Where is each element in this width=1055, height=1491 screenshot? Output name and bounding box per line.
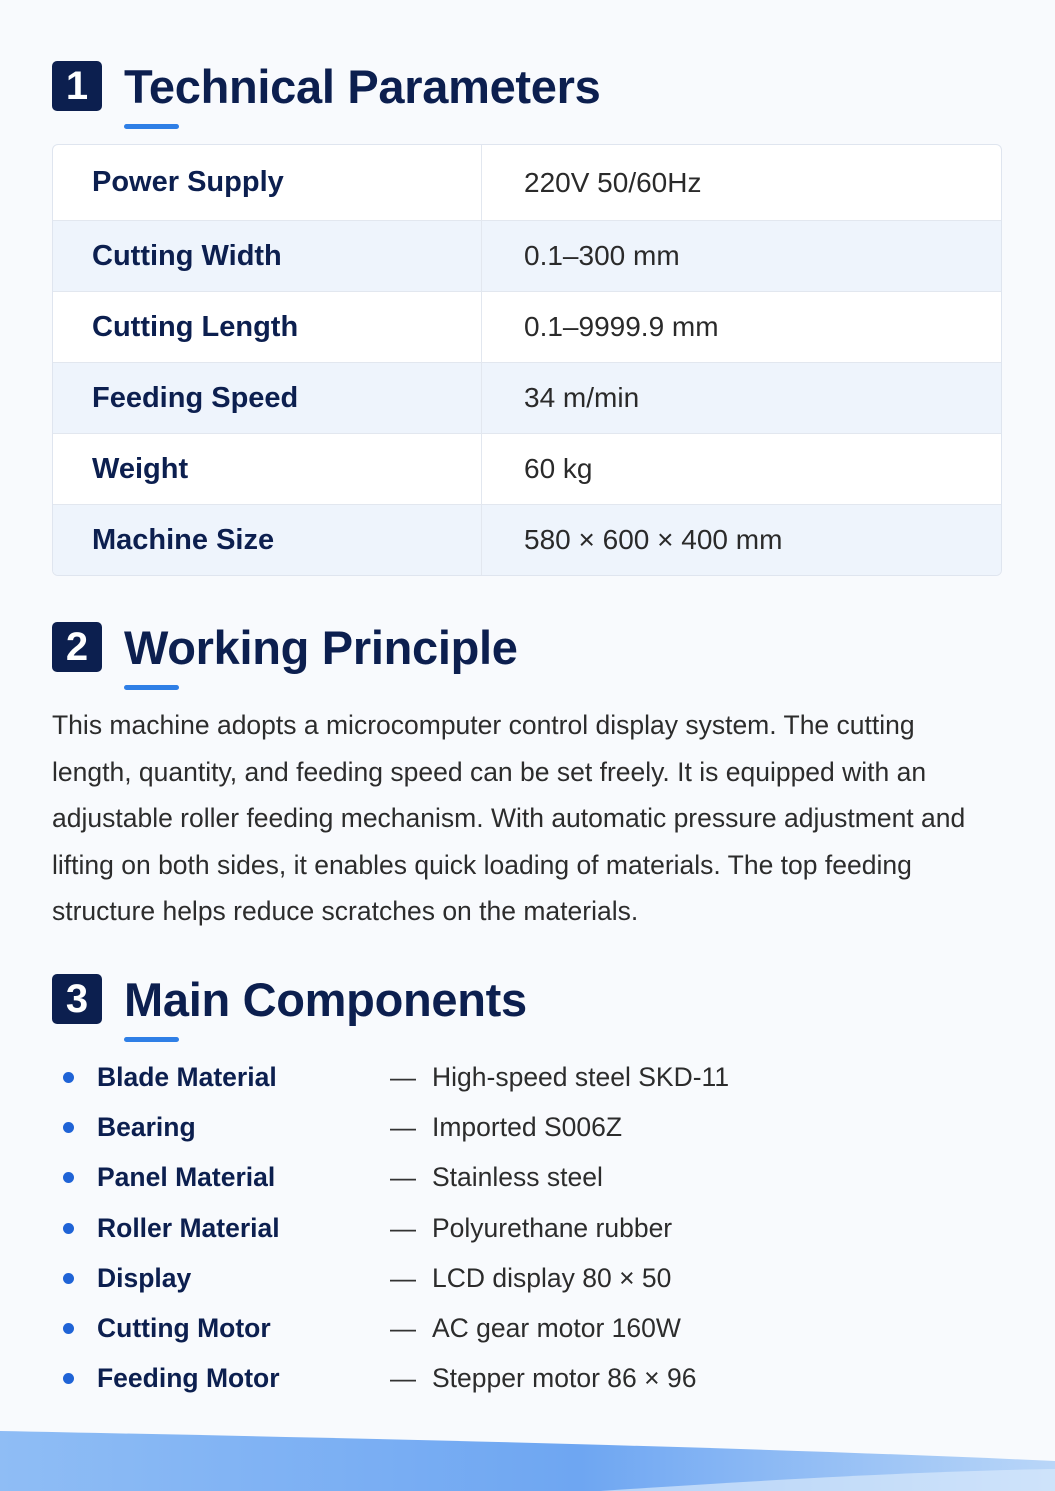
param-name: Cutting Length bbox=[53, 292, 482, 362]
section-title: Main Components bbox=[124, 972, 527, 1026]
section-title: Technical Parameters bbox=[124, 59, 601, 113]
param-value: 34 m/min bbox=[524, 382, 640, 413]
table-row bbox=[53, 433, 1001, 504]
component-value: AC gear motor 160W bbox=[432, 1313, 681, 1344]
table-row bbox=[53, 504, 1001, 575]
title-underline bbox=[124, 124, 179, 129]
table-row bbox=[53, 145, 1001, 220]
bullet-icon bbox=[63, 1273, 74, 1284]
dash-separator: — bbox=[390, 1111, 416, 1142]
section-3-header bbox=[52, 973, 527, 1025]
section-title: Working Principle bbox=[124, 620, 518, 674]
component-name: Display bbox=[97, 1262, 192, 1293]
component-name: Panel Material bbox=[97, 1162, 276, 1193]
component-value: Stepper motor 86 × 96 bbox=[432, 1363, 697, 1394]
title-underline bbox=[124, 685, 179, 690]
component-name: Roller Material bbox=[97, 1212, 280, 1243]
bullet-icon bbox=[63, 1373, 74, 1384]
dash-separator: — bbox=[390, 1212, 416, 1243]
component-value: Stainless steel bbox=[432, 1162, 603, 1193]
component-value: Polyurethane rubber bbox=[432, 1212, 673, 1243]
section-number-badge: 3 bbox=[52, 974, 102, 1024]
table-row bbox=[53, 291, 1001, 362]
parameters-table bbox=[52, 144, 1002, 576]
bottom-decorative-band bbox=[0, 1431, 1055, 1491]
components-list bbox=[52, 1052, 952, 1404]
bullet-icon bbox=[63, 1223, 74, 1234]
param-value: 60 kg bbox=[524, 453, 593, 484]
list-item bbox=[52, 1253, 952, 1303]
table-row bbox=[53, 362, 1001, 433]
component-name: Feeding Motor bbox=[97, 1363, 280, 1394]
list-item bbox=[52, 1303, 952, 1353]
param-name: Cutting Width bbox=[53, 221, 482, 291]
component-name: Cutting Motor bbox=[97, 1313, 271, 1344]
param-name: Feeding Speed bbox=[53, 363, 482, 433]
section-2-header bbox=[52, 621, 518, 673]
section-number-badge: 1 bbox=[52, 61, 102, 111]
dash-separator: — bbox=[390, 1061, 416, 1092]
param-value: 0.1–9999.9 mm bbox=[524, 311, 719, 342]
principle-paragraph: This machine adopts a microcomputer control display system. The cutting length, quantity, and feeding speed can be set freely. It is equipped with an adjustable roller feeding mechanism. With automatic pressure adjustment and lifting on both sides, it enables quick loading of materials. The top feeding structure helps reduce scratches on the materials. bbox=[52, 710, 966, 926]
section-number-badge: 2 bbox=[52, 622, 102, 672]
component-value: Imported S006Z bbox=[432, 1111, 623, 1142]
bullet-icon bbox=[63, 1072, 74, 1083]
param-name: Machine Size bbox=[53, 505, 482, 575]
dash-separator: — bbox=[390, 1162, 416, 1193]
param-name: Power Supply bbox=[53, 145, 482, 220]
list-item bbox=[52, 1354, 952, 1404]
bullet-icon bbox=[63, 1122, 74, 1133]
component-value: High-speed steel SKD-11 bbox=[432, 1061, 730, 1092]
component-name: Bearing bbox=[97, 1111, 196, 1142]
list-item bbox=[52, 1052, 952, 1102]
param-value: 0.1–300 mm bbox=[524, 240, 680, 271]
param-name: Weight bbox=[53, 434, 482, 504]
param-value: 220V 50/60Hz bbox=[524, 166, 702, 198]
component-name: Blade Material bbox=[97, 1061, 277, 1092]
table-row bbox=[53, 220, 1001, 291]
section-1-header bbox=[52, 60, 600, 112]
bullet-icon bbox=[63, 1323, 74, 1334]
bullet-icon bbox=[63, 1172, 74, 1183]
dash-separator: — bbox=[390, 1262, 416, 1293]
component-value: LCD display 80 × 50 bbox=[432, 1262, 672, 1293]
title-underline bbox=[124, 1037, 179, 1042]
list-item bbox=[52, 1153, 952, 1203]
dash-separator: — bbox=[390, 1363, 416, 1394]
param-value: 580 × 600 × 400 mm bbox=[524, 524, 783, 555]
dash-separator: — bbox=[390, 1313, 416, 1344]
list-item bbox=[52, 1203, 952, 1253]
list-item bbox=[52, 1102, 952, 1152]
